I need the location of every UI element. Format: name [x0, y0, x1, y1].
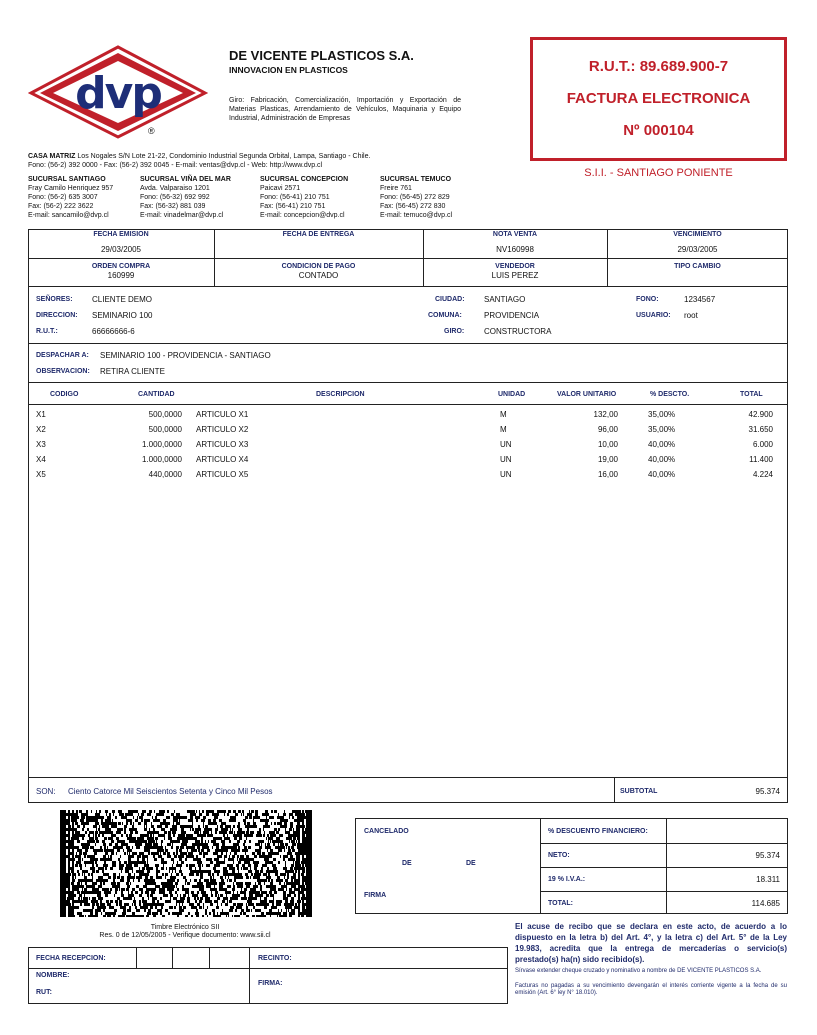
item-total: 31.650: [748, 425, 773, 434]
item-valor: 96,00: [597, 425, 618, 434]
branch-santiago: [28, 175, 138, 220]
fecha-emision-label: FECHA EMISION: [93, 231, 149, 238]
col-codigo: CODIGO: [50, 391, 79, 398]
item-cantidad: 500,0000: [148, 410, 182, 419]
fecha-emision-value: 29/03/2005: [100, 245, 142, 254]
branch-fono: Fono: (56-32) 692 992: [140, 194, 210, 201]
item-unidad: UN: [500, 455, 512, 464]
item-total: 11.400: [749, 455, 773, 464]
direccion-value: SEMINARIO 100: [92, 311, 153, 320]
branch-fono: Fono: (56-2) 635 3007: [28, 194, 98, 201]
company-name: DE VICENTE PLASTICOS S.A.: [229, 48, 414, 63]
branch-fax: Fax: (56-41) 210 751: [260, 203, 326, 210]
branch-email: E-mail: temuco@dvp.cl: [380, 212, 453, 219]
item-descto: 35,00%: [648, 410, 676, 419]
table-row: [28, 470, 788, 485]
despachar-label: DESPACHAR A:: [36, 352, 89, 359]
item-cantidad: 500,0000: [148, 425, 182, 434]
orden-compra-value: 160999: [107, 271, 135, 280]
fecha-entrega-label: FECHA DE ENTREGA: [282, 231, 355, 238]
registered-mark: ®: [148, 126, 155, 136]
nombre-label: NOMBRE:: [36, 972, 70, 979]
col-descripcion: DESCRIPCION: [316, 391, 365, 398]
branch-address: Freire 761: [380, 185, 412, 192]
sii-office: S.I.I. - SANTIAGO PONIENTE: [584, 167, 733, 179]
item-valor: 10,00: [597, 440, 618, 449]
cheque-text: Sírvase extender cheque cruzado y nominativo a nombre de DE VICENTE PLASTICOS S.A.: [515, 968, 762, 974]
item-codigo: X2: [36, 425, 46, 434]
item-cantidad: 440,0000: [148, 470, 182, 479]
subtotal-label: SUBTOTAL: [620, 788, 658, 795]
usuario-value: root: [684, 311, 698, 320]
direccion-label: DIRECCION:: [36, 312, 78, 319]
col-descuento: % DESCTO.: [650, 391, 690, 398]
casa-matriz-address: Los Nogales S/N Lote 21-22, Condominio Industrial Segunda Orbital, Lampa, Santiago - Chile.: [77, 153, 371, 160]
item-codigo: X3: [36, 440, 46, 449]
giro-label: GIRO:: [444, 328, 465, 335]
firma-pago-label: FIRMA: [364, 892, 387, 899]
observacion-label: OBSERVACION:: [36, 368, 90, 375]
interes-text: Facturas no pagadas a su vencimiento devengarán el interés corriente vigente a la fecha de su emisión (Art. 6° ley N° 18.010).: [515, 983, 787, 996]
item-descripcion: ARTICULO X5: [196, 470, 249, 479]
item-descripcion: ARTICULO X2: [196, 425, 249, 434]
branch-fax: Fax: (56-45) 272 830: [380, 203, 446, 210]
son-label: SON:: [36, 787, 56, 796]
item-valor: 132,00: [593, 410, 618, 419]
nota-venta-label: NOTA VENTA: [492, 231, 538, 238]
branch-address: Paicavi 2571: [260, 185, 301, 192]
usuario-label: USUARIO:: [636, 312, 671, 319]
firma-recepcion-label: FIRMA:: [258, 980, 283, 987]
branch-title: SUCURSAL SANTIAGO: [28, 176, 106, 183]
item-codigo: X1: [36, 410, 46, 419]
vendedor-label: VENDEDOR: [495, 263, 535, 270]
iva-label: 19 % I.V.A.:: [548, 876, 586, 883]
casa-matriz: [28, 152, 528, 161]
table-row: [28, 440, 788, 455]
item-total: 6.000: [752, 440, 773, 449]
son-text: Ciento Catorce Mil Seiscientos Setenta y Cinco Mil Pesos: [68, 787, 273, 796]
branch-title: SUCURSAL CONCEPCION: [260, 176, 349, 183]
item-descto: 40,00%: [648, 470, 676, 479]
descuento-financiero-label: % DESCUENTO FINANCIERO:: [548, 828, 648, 835]
giro-value: CONSTRUCTORA: [484, 327, 552, 336]
de-label-1: DE: [402, 860, 412, 867]
item-total: 4.224: [752, 470, 773, 479]
pdf417-barcode-icon: [60, 810, 312, 917]
rut-box: [530, 37, 787, 161]
neto-value: 95.374: [755, 851, 780, 860]
item-unidad: M: [500, 410, 507, 419]
item-codigo: X5: [36, 470, 46, 479]
branch-concepcion: [260, 175, 375, 220]
branch-address: Avda. Valparaiso 1201: [140, 185, 210, 192]
comuna-value: PROVIDENCIA: [484, 311, 540, 320]
nota-venta-value: NV160998: [496, 245, 534, 254]
de-label-2: DE: [466, 860, 476, 867]
document-type: FACTURA ELECTRONICA: [566, 90, 751, 107]
item-descripcion: ARTICULO X1: [196, 410, 249, 419]
casa-matriz-label: CASA MATRIZ: [28, 153, 76, 160]
vencimiento-value: 29/03/2005: [677, 245, 718, 254]
col-unidad: UNIDAD: [498, 391, 526, 398]
item-descripcion: ARTICULO X4: [196, 455, 249, 464]
col-valor-unitario: VALOR UNITARIO: [557, 391, 617, 398]
branch-fono: Fono: (56-45) 272 829: [380, 194, 450, 201]
despachar-value: SEMINARIO 100 - PROVIDENCIA - SANTIAGO: [100, 351, 271, 360]
rut-label: R.U.T.:: [36, 328, 58, 335]
total-label: TOTAL:: [548, 900, 574, 907]
item-valor: 19,00: [597, 455, 618, 464]
acuse-recibo-text: El acuse de recibo que se declara en este acto, de acuerdo a lo dispuesto en la letra b) del Art. 4°, y la letra c) del Art. 5° de la Ley 19.983, acredita que la entrega de mercaderías o servicio(s) prestado(s) ha(n) sido recibido(s).: [515, 922, 787, 964]
branch-title: SUCURSAL TEMUCO: [380, 176, 452, 183]
rut-recepcion-label: RUT:: [36, 989, 52, 996]
branch-title: SUCURSAL VIÑA DEL MAR: [140, 176, 231, 183]
tipo-cambio-label: TIPO CAMBIO: [674, 263, 721, 270]
comuna-label: COMUNA:: [428, 312, 462, 319]
senores-label: SEÑORES:: [36, 296, 73, 303]
branch-fax: Fax: (56-2) 222 3622: [28, 203, 94, 210]
timbre-line1: Timbre Electrónico SII: [150, 924, 220, 931]
neto-label: NETO:: [548, 852, 570, 859]
branch-fono: Fono: (56-41) 210 751: [260, 194, 330, 201]
branch-email: E-mail: concepcion@dvp.cl: [260, 212, 345, 219]
item-cantidad: 1.000,0000: [141, 455, 182, 464]
table-row: [28, 455, 788, 470]
item-cantidad: 1.000,0000: [141, 440, 182, 449]
item-unidad: UN: [500, 440, 512, 449]
table-row: [28, 425, 788, 440]
total-value: 114.685: [751, 899, 780, 908]
col-total: TOTAL: [740, 391, 763, 398]
branch-email: E-mail: vinadelmar@dvp.cl: [140, 212, 224, 219]
company-giro: Giro: Fabricación, Comercialización, Importación y Exportación de Materias Plasticas, Arrendamiento de Vehículos, Maquinaria y Equipo Industrial, Administración de Empresas: [229, 97, 461, 122]
table-row: [28, 410, 788, 425]
contact-line: Fono: (56-2) 392 0000 - Fax: (56-2) 392 0045 - E-mail: ventas@dvp.cl - Web: http://www.dvp.cl: [28, 162, 323, 169]
subtotal-value: 95.374: [755, 787, 780, 796]
item-codigo: X4: [36, 455, 46, 464]
branch-email: E-mail: sancamilo@dvp.cl: [28, 212, 109, 219]
recinto-label: RECINTO:: [258, 955, 292, 962]
item-unidad: M: [500, 425, 507, 434]
timbre-barcode: [60, 810, 312, 917]
company-tagline: INNOVACION EN PLASTICOS: [229, 65, 348, 75]
vendedor-value: LUIS PEREZ: [491, 271, 539, 280]
branch-vina: [140, 175, 255, 220]
branch-fax: Fax: (56-32) 881 039: [140, 203, 206, 210]
branch-address: Fray Camilo Henriquez 957: [28, 185, 114, 192]
senores-value: CLIENTE DEMO: [92, 295, 153, 304]
ciudad-value: SANTIAGO: [484, 295, 526, 304]
item-unidad: UN: [500, 470, 512, 479]
rut-value: 66666666-6: [92, 327, 135, 336]
branch-temuco: [380, 175, 495, 220]
orden-compra-label: ORDEN COMPRA: [91, 263, 151, 270]
vencimiento-label: VENCIMIENTO: [673, 231, 722, 238]
document-number: Nº 000104: [623, 122, 694, 139]
svg-text:dvp: dvp: [75, 68, 161, 119]
timbre-line2: Res. 0 de 12/05/2005 - Verifique documento: www.sii.cl: [99, 932, 271, 939]
fecha-recepcion-label: FECHA RECEPCION:: [36, 955, 106, 962]
condicion-pago-label: CONDICION DE PAGO: [281, 263, 356, 270]
col-cantidad: CANTIDAD: [138, 391, 175, 398]
fono-value: 1234567: [684, 295, 716, 304]
cancelado-label: CANCELADO: [364, 828, 409, 835]
item-descto: 35,00%: [648, 425, 676, 434]
ciudad-label: CIUDAD:: [435, 296, 465, 303]
rut-number: R.U.T.: 89.689.900-7: [588, 58, 729, 75]
item-descripcion: ARTICULO X3: [196, 440, 249, 449]
dvp-logo-icon: [28, 44, 208, 139]
dispatch-block: [28, 343, 788, 383]
condicion-pago-value: CONTADO: [298, 271, 339, 280]
item-total: 42.900: [748, 410, 773, 419]
item-valor: 16,00: [597, 470, 618, 479]
company-logo: [28, 44, 208, 139]
item-descto: 40,00%: [648, 440, 676, 449]
observacion-value: RETIRA CLIENTE: [100, 367, 165, 376]
iva-value: 18.311: [756, 875, 780, 884]
item-descto: 40,00%: [648, 455, 676, 464]
fono-label: FONO:: [636, 296, 659, 303]
